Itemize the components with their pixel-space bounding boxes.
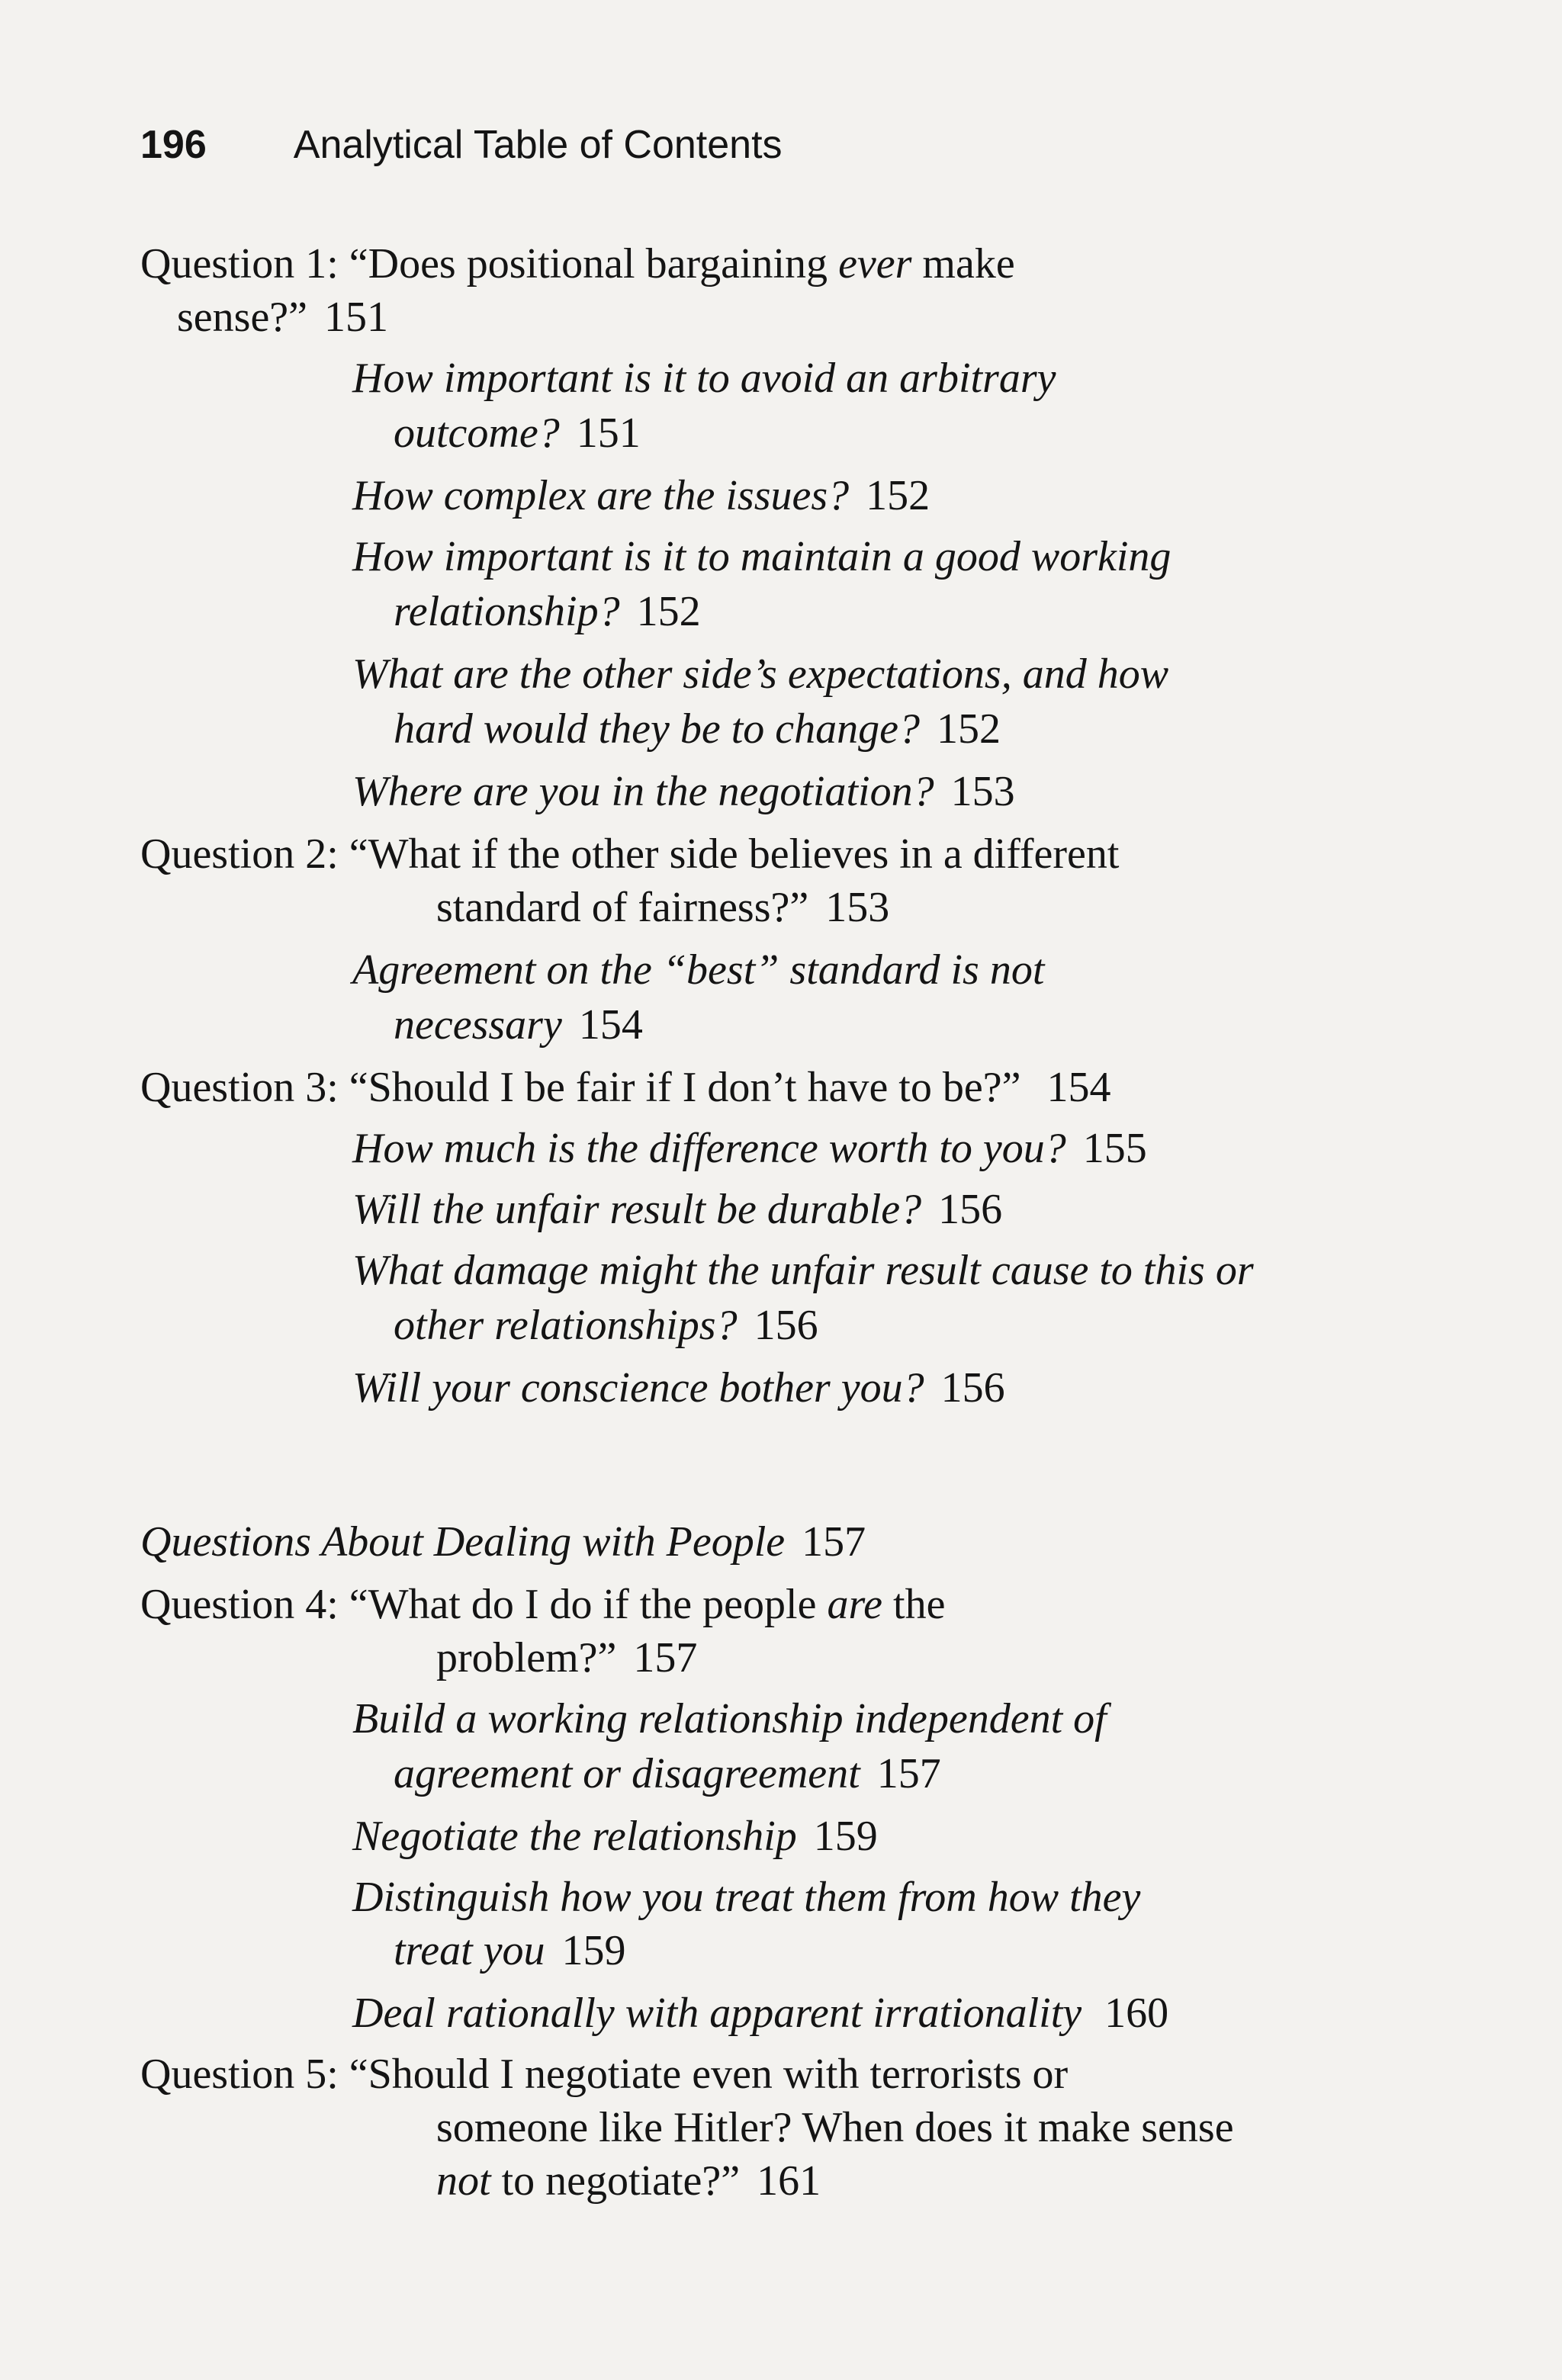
question-3-line-1: Question 3: “Should I be fair if I don’t have to be?” 154 xyxy=(140,1064,1111,1111)
page-ref: 152 xyxy=(866,472,930,519)
page-ref: 161 xyxy=(757,2157,821,2205)
question-4-line-1: Question 4: “What do I do if the people are the xyxy=(140,1581,946,1628)
page-number: 196 xyxy=(140,123,207,167)
toc-subentry: Where are you in the negotiation? 153 xyxy=(352,768,1015,815)
question-5-label: Question 5: xyxy=(140,2051,339,2098)
page-header xyxy=(140,122,783,168)
question-1-line-2: sense?” 151 xyxy=(177,294,389,341)
page-ref: 152 xyxy=(937,705,1001,753)
page-ref: 157 xyxy=(876,1750,941,1797)
question-5-line-1: Question 5: “Should I negotiate even with terrorists or xyxy=(140,2051,1069,2098)
toc-subentry: Build a working relationship independent of xyxy=(352,1695,1107,1742)
question-3-label: Question 3: xyxy=(140,1064,339,1111)
running-title: Analytical Table of Contents xyxy=(293,123,783,167)
question-2-line-1: Question 2: “What if the other side believes in a different xyxy=(140,830,1120,878)
page-ref: 157 xyxy=(802,1518,866,1566)
page-ref: 155 xyxy=(1082,1125,1147,1172)
section-heading: Questions About Dealing with People 157 xyxy=(140,1518,866,1566)
question-4-label: Question 4: xyxy=(140,1581,339,1628)
question-1-line-1: Question 1: “Does positional bargaining ever make xyxy=(140,240,1015,287)
toc-subentry-cont: agreement or disagreement 157 xyxy=(394,1750,941,1797)
question-5-line-2: someone like Hitler? When does it make sense xyxy=(436,2104,1234,2151)
toc-subentry: How much is the difference worth to you? 155 xyxy=(352,1125,1147,1172)
toc-subentry: How important is it to maintain a good working xyxy=(352,533,1172,580)
page-ref: 153 xyxy=(950,768,1015,815)
toc-subentry: How important is it to avoid an arbitrary xyxy=(352,355,1056,402)
page-ref: 157 xyxy=(633,1634,698,1681)
toc-subentry: What are the other side’s expectations, and how xyxy=(352,650,1169,698)
toc-subentry: How complex are the issues? 152 xyxy=(352,472,930,519)
toc-subentry: Will your conscience bother you? 156 xyxy=(352,1364,1005,1412)
toc-subentry: Agreement on the “best” standard is not xyxy=(352,946,1045,994)
toc-subentry-cont: other relationships? 156 xyxy=(394,1302,818,1349)
page-ref: 156 xyxy=(938,1186,1003,1233)
page-ref: 154 xyxy=(578,1001,643,1049)
toc-subentry: Deal rationally with apparent irrationality 160 xyxy=(352,1990,1169,2037)
question-2-label: Question 2: xyxy=(140,830,339,878)
toc-subentry: Distinguish how you treat them from how they xyxy=(352,1874,1141,1921)
toc-subentry-cont: outcome? 151 xyxy=(394,410,641,457)
page-ref: 154 xyxy=(1046,1064,1111,1111)
page-ref: 151 xyxy=(324,294,389,341)
page-ref: 151 xyxy=(576,410,641,457)
question-4-line-2: problem?” 157 xyxy=(436,1634,698,1681)
toc-subentry-cont: necessary 154 xyxy=(394,1001,643,1049)
page-ref: 153 xyxy=(825,884,890,931)
page-ref: 159 xyxy=(813,1813,878,1860)
page-ref: 152 xyxy=(636,588,701,635)
page-ref: 160 xyxy=(1104,1990,1169,2037)
question-1-label: Question 1: xyxy=(140,240,339,287)
page-ref: 156 xyxy=(754,1302,818,1349)
toc-subentry-cont: relationship? 152 xyxy=(394,588,701,635)
toc-subentry-cont: hard would they be to change? 152 xyxy=(394,705,1001,753)
toc-subentry-cont: treat you 159 xyxy=(394,1927,626,1974)
page-ref: 156 xyxy=(940,1364,1005,1412)
page-ref: 159 xyxy=(561,1927,626,1974)
toc-subentry: Negotiate the relationship 159 xyxy=(352,1813,878,1860)
question-2-line-2: standard of fairness?” 153 xyxy=(436,884,890,931)
question-5-line-3: not to negotiate?” 161 xyxy=(436,2157,821,2205)
toc-subentry: Will the unfair result be durable? 156 xyxy=(352,1186,1003,1233)
toc-subentry: What damage might the unfair result cause to this or xyxy=(352,1247,1254,1294)
